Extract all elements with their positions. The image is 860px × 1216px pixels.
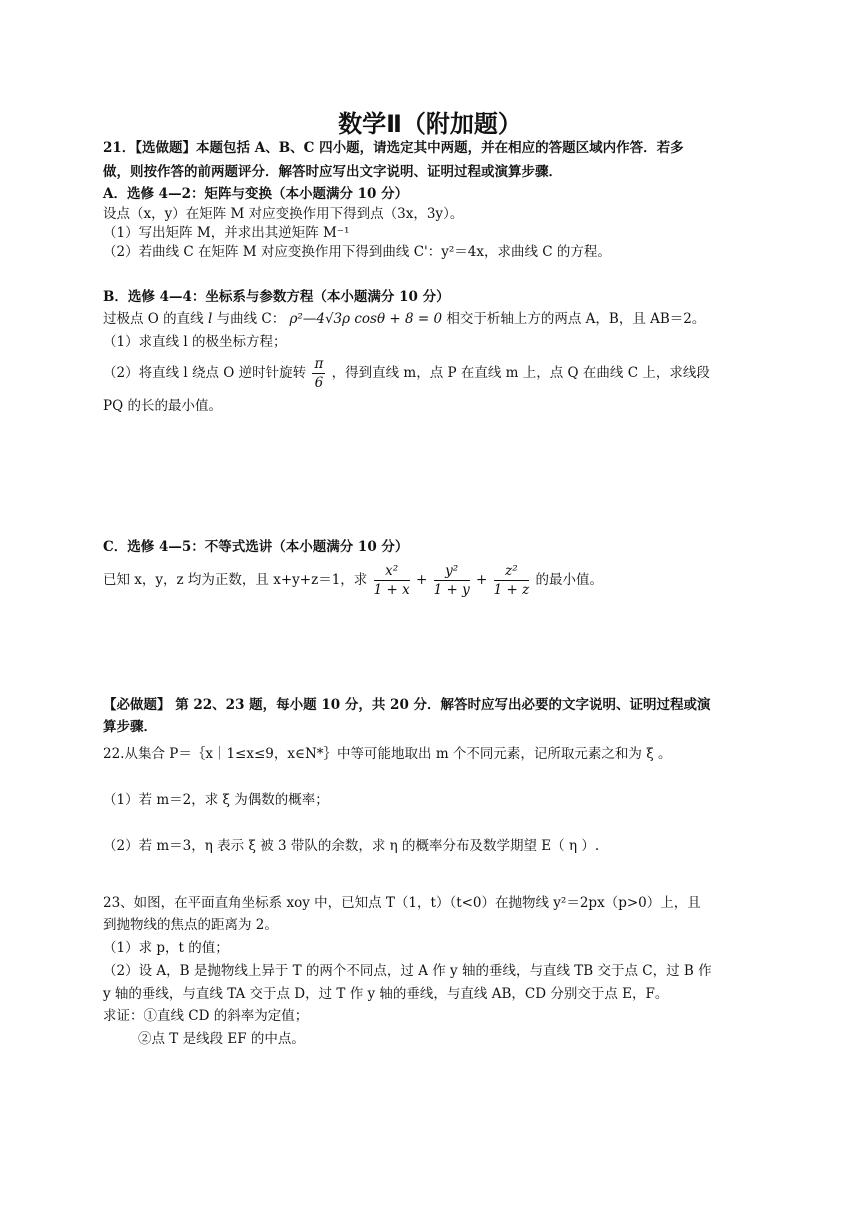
q22-part2: （2）若 m＝3，η 表示 ξ 被 3 带队的余数，求 η 的概率分布及数学期望 E（ η ）.	[103, 838, 600, 854]
q21b-title: B．选修 4—4：坐标系与参数方程（本小题满分 10 分）	[103, 289, 450, 305]
required-header-line1: 【必做题】 第 22、23 题，每小题 10 分，共 20 分．解答时应写出必要的文字说明、证明过程或演	[103, 697, 711, 713]
q21b-equation: ρ²—4√3ρ cosθ + 8 = 0	[289, 311, 443, 327]
fraction-denominator: 1 + y	[433, 582, 470, 598]
fraction-numerator: z²	[494, 562, 530, 581]
q21b-part2-line2: PQ 的长的最小值。	[103, 398, 222, 414]
q21b-part2	[103, 353, 710, 393]
q23-stem-line1: 23、如图，在平面直角坐标系 xoy 中，已知点 T（1，t）（t<0）在抛物线 y²＝2px（p>0）上，且	[103, 895, 701, 911]
q23-part2-line1: （2）设 A，B 是抛物线上异于 T 的两个不同点，过 A 作 y 轴的垂线，与直线 TB 交于点 C，过 B 作	[103, 963, 712, 979]
fraction-denominator: 1 + z	[493, 582, 530, 598]
q21a-part2: （2）若曲线 C 在矩阵 M 对应变换作用下得到曲线 C'：y²＝4x，求曲线 C 的方程。	[103, 244, 611, 260]
q21-header-line2: 做，则按作答的前两题评分．解答时应写出文字说明、证明过程或演算步骤．	[103, 164, 562, 180]
q21b-stem	[103, 309, 705, 329]
q21b-stem-pre: 过极点 O 的直线	[103, 311, 204, 327]
page-title: 数学Ⅱ（附加题）	[338, 110, 522, 138]
q23-proof-2: ②点 T 是线段 EF 的中点。	[138, 1031, 305, 1047]
fraction-pi-over-6	[312, 355, 325, 392]
q21b-part1: （1）求直线 l 的极坐标方程；	[103, 334, 287, 350]
fraction-numerator: y²	[434, 562, 470, 581]
q21b-stem-mid: 与曲线 C：	[216, 311, 286, 327]
q21a-part1: （1）写出矩阵 M，并求出其逆矩阵 M⁻¹	[103, 225, 350, 241]
q21b-stem-post: 相交于析轴上方的两点 A，B，且 AB＝2。	[446, 311, 706, 327]
fraction-denominator: 6	[314, 375, 324, 391]
fraction-x	[374, 562, 410, 599]
q21-header-line1: 21．【选做题】本题包括 A、B、C 四小题，请选定其中两题，并在相应的答题区域内作答．若多	[103, 140, 684, 156]
q21c-stem	[103, 558, 603, 602]
q21a-stem: 设点（x，y）在矩阵 M 对应变换作用下得到点（3x，3y）。	[103, 206, 464, 222]
q21b-line-l: l	[207, 311, 213, 327]
q23-part1: （1）求 p，t 的值；	[103, 940, 229, 956]
q21c-stem-post: 的最小值。	[535, 572, 604, 588]
q23-part2-line2: y 轴的垂线，与直线 TA 交于点 D，过 T 作 y 轴的垂线，与直线 AB，CD 分别交于点 E，F。	[103, 986, 669, 1002]
q21b-part2-post: ，得到直线 m，点 P 在直线 m 上，点 Q 在曲线 C 上，求线段	[331, 365, 710, 381]
plus-sign: +	[416, 572, 428, 588]
q21a-title: A．选修 4—2：矩阵与变换（本小题满分 10 分）	[103, 186, 409, 202]
q22-part1: （1）若 m＝2，求 ξ 为偶数的概率；	[103, 792, 329, 808]
plus-sign: +	[476, 572, 488, 588]
q23-proof-1: 求证：①直线 CD 的斜率为定值；	[103, 1008, 309, 1024]
required-header-line2: 算步骤．	[103, 719, 157, 735]
q23-stem-line2: 到抛物线的焦点的距离为 2。	[103, 917, 278, 933]
fraction-y	[434, 562, 470, 599]
fraction-denominator: 1 + x	[373, 582, 410, 598]
fraction-numerator: π	[314, 356, 324, 372]
q21b-part2-pre: （2）将直线 l 绕点 O 逆时针旋转	[103, 365, 307, 381]
fraction-numerator: x²	[374, 562, 410, 581]
fraction-z	[494, 562, 530, 599]
q21c-stem-pre: 已知 x，y，z 均为正数，且 x+y+z＝1，求	[103, 572, 368, 588]
q21c-title: C．选修 4—5：不等式选讲（本小题满分 10 分）	[103, 539, 409, 555]
q22-stem: 22.从集合 P＝｛x｜1≤x≤9，x∈N*｝中等可能地取出 m 个不同元素，记所取元素之和为 ξ 。	[103, 746, 672, 762]
